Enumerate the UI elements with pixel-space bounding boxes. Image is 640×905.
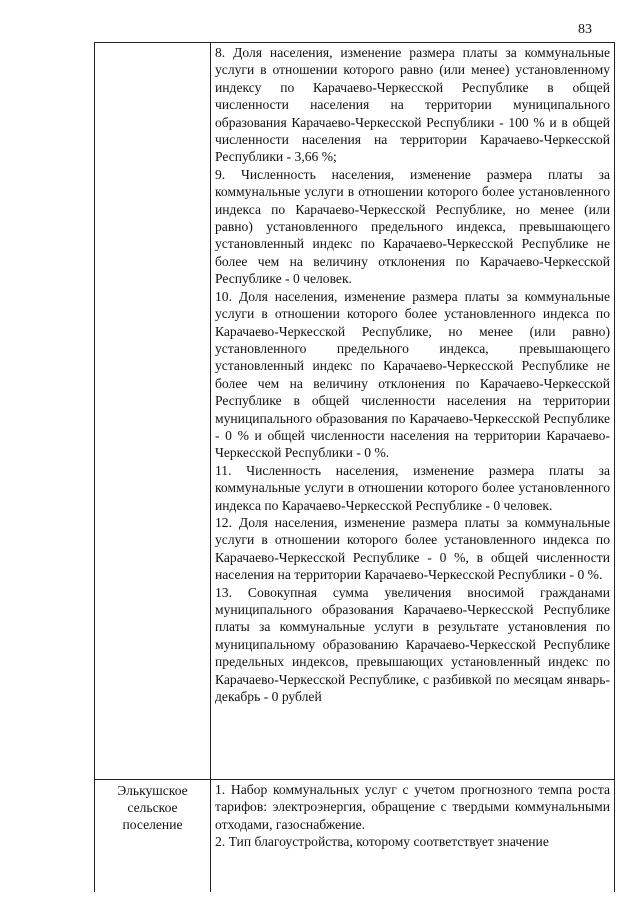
settlement-indicators-table bbox=[94, 42, 615, 892]
indicator-item-9: 9. Численность населения, изменение размера платы за коммунальные услуги в отношении которого более установленного индекса по Карачаево-Черкесской Республике, но менее (или равно) установленного предельного индекса, превышающего установленный индекс по Карачаево-Черкесской Республике не более чем на величину отклонения по Карачаево-Черкесской Республике - 0 человек. bbox=[215, 166, 610, 287]
table-row bbox=[95, 43, 615, 780]
indicator-item-10: 10. Доля населения, изменение размера платы за коммунальные услуги в отношении которого более установленного индекса по Карачаево-Черкесской Республике, но менее (или равно) установленного предельного индекса, превышающего установленный индекс по Карачаево-Черкесской Республике не более чем на величину отклонения по Карачаево-Черкесской Республике в общей численности населения на территории муниципального образования по Карачаево-Черкесской Республике - 0 % и общей численности населения на территории Карачаево-Черкесской Республики - 0 %. bbox=[215, 288, 610, 461]
indicator-item-12: 12. Доля населения, изменение размера платы за коммунальные услуги в отношении которого более установленного индекса по Карачаево-Черкесской Республике - 0 %, в общей численности населения на территории Карачаево-Черкесской Республики - 0 %. bbox=[215, 514, 610, 583]
indicators-cell bbox=[211, 780, 615, 893]
indicator-item-13: 13. Совокупная сумма увеличения вносимой гражданами муниципального образования Карачаево-Черкесской Республике платы за коммунальные услуги в результате установления по муниципальному образованию Карачаево-Черкесской Республике предельных индексов, превышающих установленный индекс по Карачаево-Черкесской Республике, с разбивкой по месяцам январь-декабрь - 0 рублей bbox=[215, 584, 610, 705]
table-row bbox=[95, 780, 615, 893]
indicator-item-1: 1. Набор коммунальных услуг с учетом прогнозного темпа роста тарифов: электроэнергия, обращение с твердыми коммунальными отходами, газоснабжение. bbox=[215, 782, 610, 832]
page-number: 83 bbox=[578, 22, 592, 37]
indicator-item-8: 8. Доля населения, изменение размера платы за коммунальные услуги в отношении которого равно (или менее) установленному индексу по Карачаево-Черкесской Республике в общей численности населения на территории муниципального образования Карачаево-Черкесской Республики - 100 % и в общей численности населения на территории Карачаево-Черкесской Республики - 3,66 %; bbox=[215, 45, 610, 165]
indicator-item-11: 11. Численность населения, изменение размера платы за коммунальные услуги в отношении которого более установленного индекса по Карачаево-Черкесской Республике - 0 человек. bbox=[215, 462, 610, 513]
indicator-item-2: 2. Тип благоустройства, которому соответствует значение bbox=[215, 834, 549, 850]
settlement-cell: Элькушское сельское поселение bbox=[95, 780, 211, 893]
settlement-cell bbox=[95, 43, 211, 780]
indicators-cell bbox=[211, 43, 615, 780]
